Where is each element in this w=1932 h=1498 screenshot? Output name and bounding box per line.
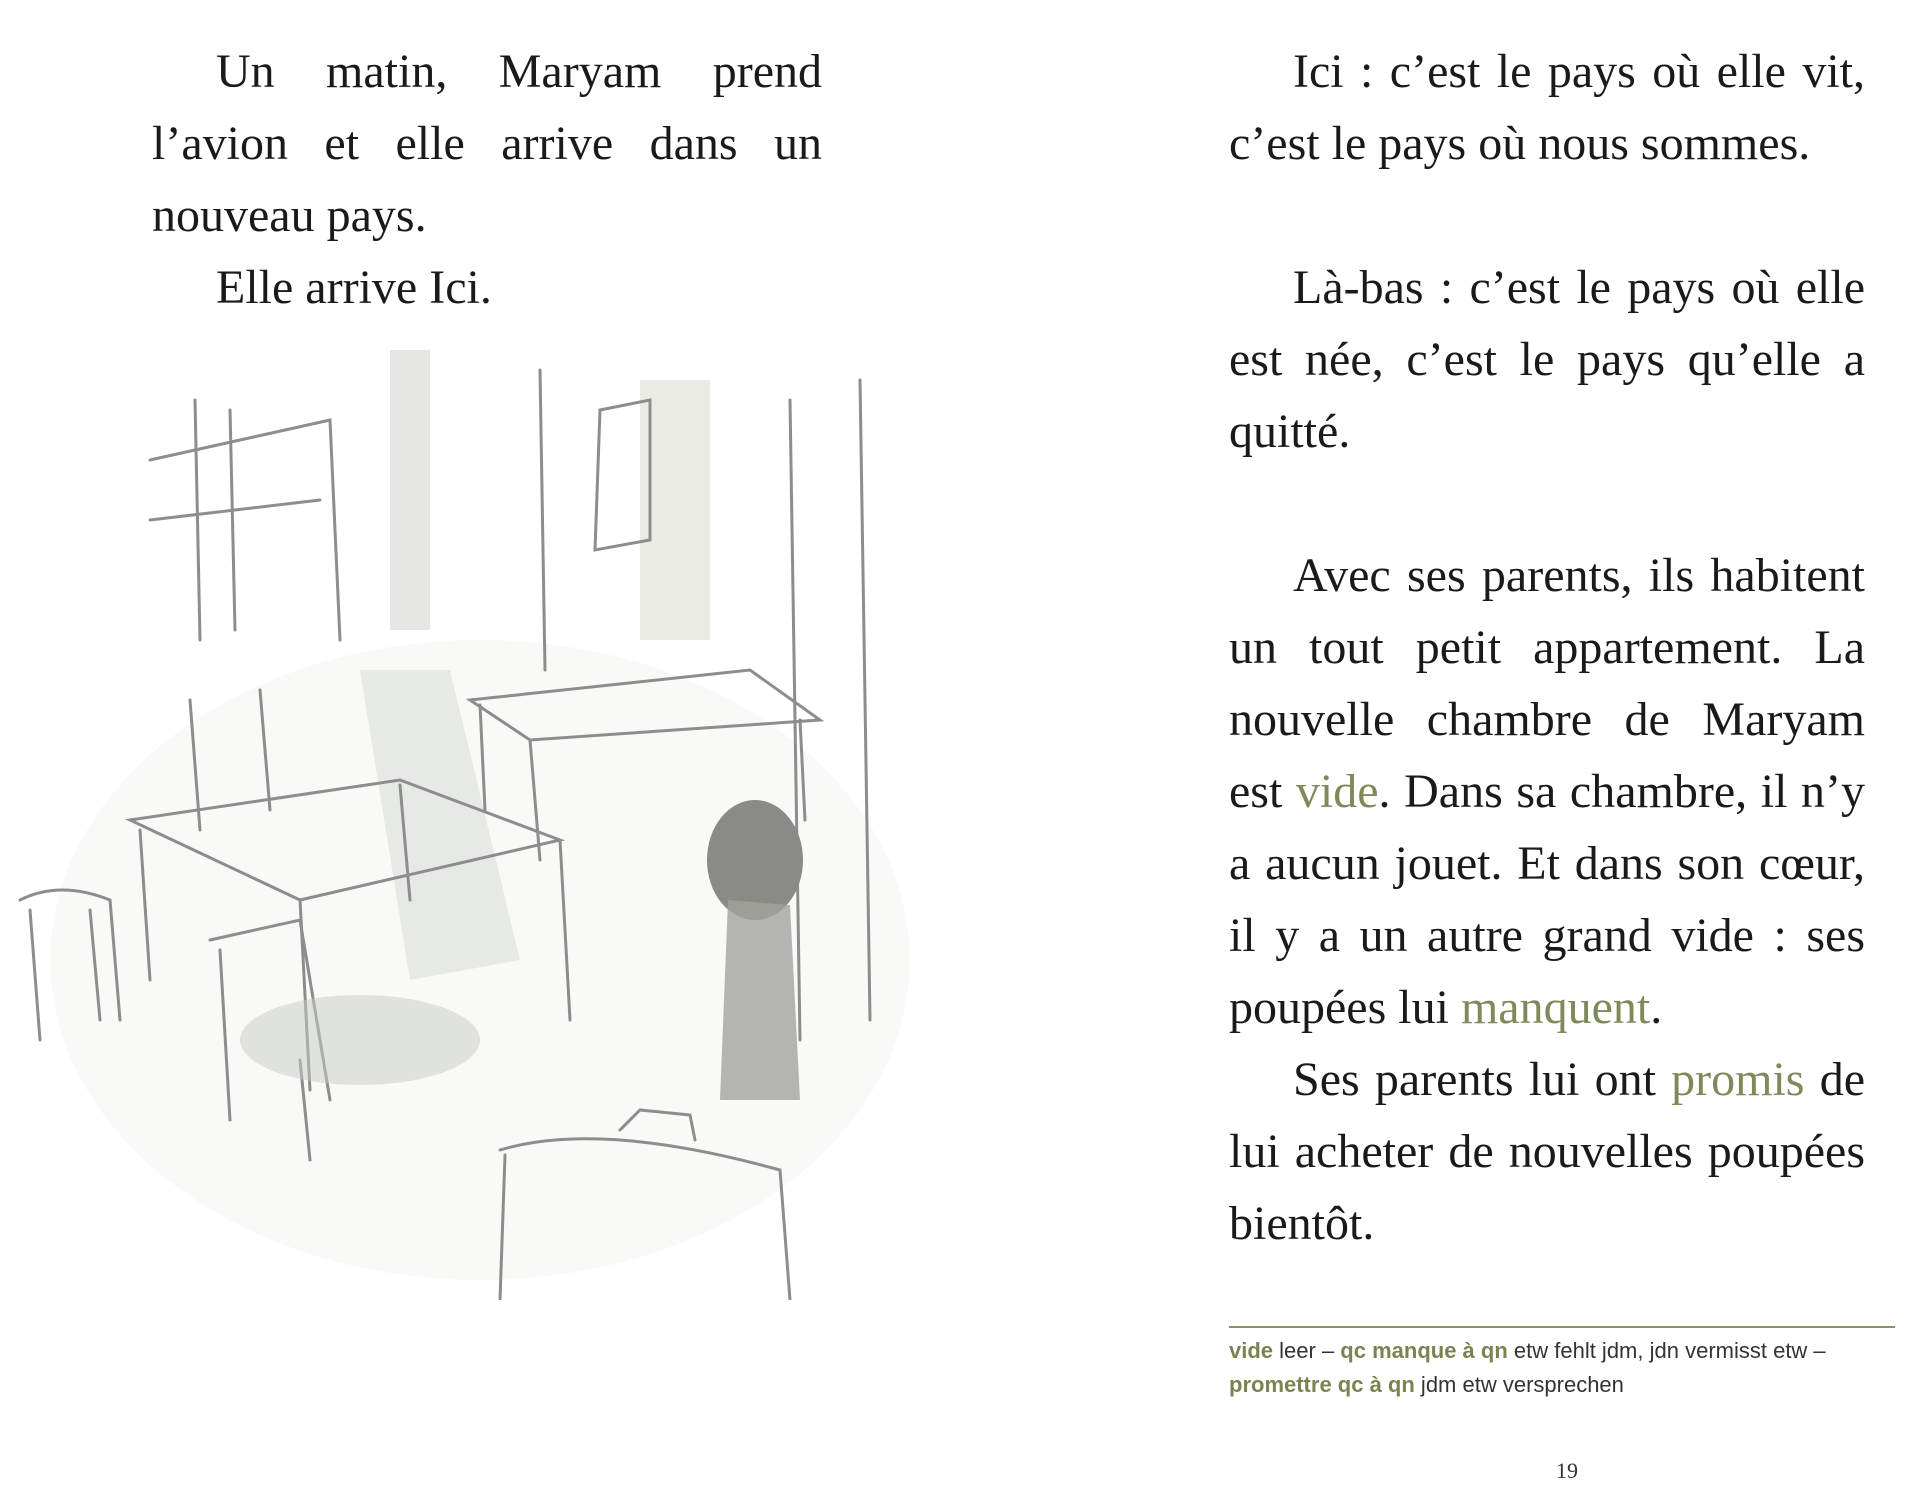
- footnote-term-promettre: promettre qc à qn: [1229, 1372, 1415, 1397]
- footnote-def-vide: leer –: [1273, 1338, 1341, 1363]
- promise-text-2: de lui acheter de nouvelles poupées bientôt.: [1229, 1053, 1865, 1250]
- apartment-text-2: . Dans sa chambre, il n’y a aucun jouet. Et dans son cœur, il y a un autre grand vide : ses poupées lui: [1229, 765, 1865, 1034]
- paragraph-promise: [1229, 1044, 1865, 1260]
- apartment-text-3: .: [1650, 981, 1663, 1034]
- paragraph-arrival: Un matin, Maryam prend l’avion et elle arrive dans un nouveau pays.: [152, 45, 822, 242]
- paragraph-la-bas: Là-bas : c’est le pays où elle est née, c’est le pays qu’elle a quitté.: [1229, 261, 1865, 458]
- left-page: [0, 0, 960, 1498]
- gloss-word-manquent: manquent: [1460, 981, 1651, 1034]
- gloss-word-vide: vide: [1295, 765, 1379, 818]
- apartment-text-1: Avec ses parents, ils habitent un tout petit appartement. La nouvelle chambre de Maryam est: [1229, 549, 1865, 818]
- promise-text-1: Ses parents lui ont: [1293, 1053, 1672, 1106]
- footnote-divider: [1229, 1326, 1895, 1328]
- right-page-text: [1229, 36, 1865, 1260]
- room-illustration: [0, 340, 960, 1300]
- gloss-word-promis: promis: [1671, 1053, 1805, 1106]
- left-page-text: [152, 36, 822, 324]
- footnote-term-vide: vide: [1229, 1338, 1274, 1363]
- vocabulary-footnote: [1229, 1334, 1909, 1402]
- footnote-def-manquer: etw fehlt jdm, jdn vermisst etw –: [1507, 1338, 1826, 1363]
- right-page: [966, 0, 1932, 1498]
- paragraph-ici: Ici : c’est le pays où elle vit, c’est le pays où nous sommes.: [1229, 45, 1865, 170]
- footnote-term-manquer: qc manque à qn: [1340, 1338, 1508, 1363]
- paragraph-apartment: [1229, 540, 1865, 1044]
- footnote-def-promettre: jdm etw versprechen: [1414, 1372, 1624, 1397]
- paragraph-arrives-here: Elle arrive Ici.: [216, 261, 492, 314]
- page-number: 19: [1556, 1458, 1578, 1483]
